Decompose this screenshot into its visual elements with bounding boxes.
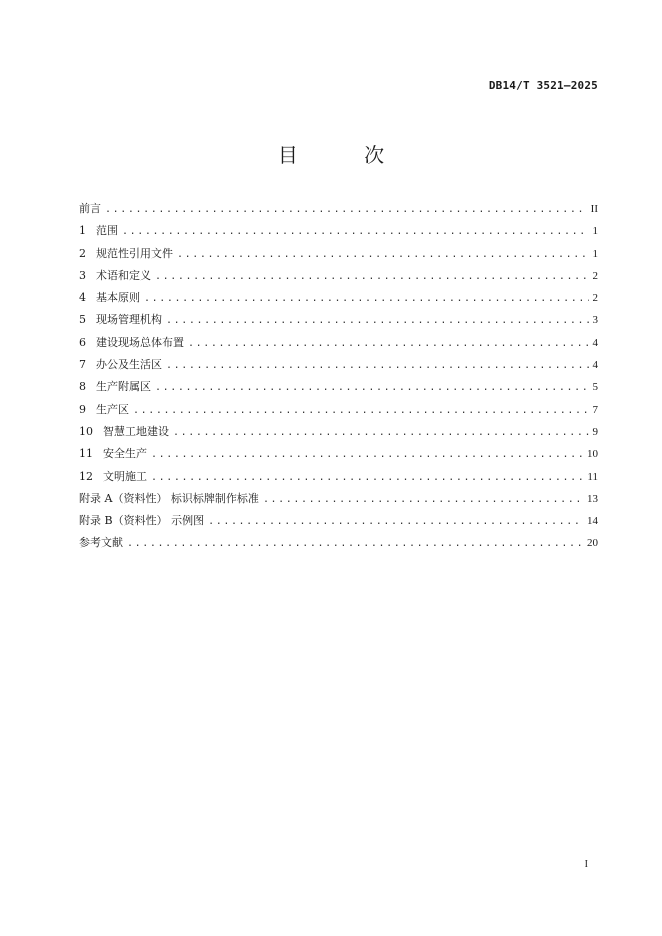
toc-dot-leader (144, 290, 589, 308)
toc-dot-leader (151, 446, 583, 464)
toc-entry[interactable] (79, 200, 598, 222)
toc-dot-leader (188, 335, 589, 353)
toc-dot-leader (173, 424, 589, 442)
toc-entry[interactable] (79, 490, 598, 512)
toc-entry-title: 建设现场总体布置 (96, 335, 184, 349)
toc-entry-page: 7 (592, 403, 598, 416)
toc-dot-leader (105, 201, 587, 219)
toc-entry-title: 参考文献 (79, 536, 123, 550)
toc-entry-page: 14 (587, 515, 598, 528)
toc-entry-number: 9 (79, 402, 86, 416)
toc-dot-leader (127, 535, 583, 553)
toc-entry-title: 附录 B（资料性） 示例图 (79, 514, 205, 528)
toc-entry-page: 1 (592, 225, 598, 238)
toc-entry-page: 13 (587, 492, 598, 505)
toc-entry-title: 生产附属区 (96, 380, 151, 394)
toc-entry-number: 8 (79, 380, 86, 394)
toc-entry[interactable] (79, 222, 598, 244)
toc-entry[interactable] (79, 534, 598, 556)
page-number: I (584, 859, 588, 870)
toc-entry-title: 办公及生活区 (96, 358, 162, 372)
toc-entry[interactable] (79, 423, 598, 445)
toc-entry-number: 6 (79, 335, 86, 349)
toc-entry[interactable] (79, 334, 598, 356)
toc-dot-leader (208, 513, 583, 531)
toc-entry-page: 2 (592, 269, 598, 282)
toc-entry-number: 1 (79, 224, 86, 238)
toc-dot-leader (122, 223, 589, 241)
toc-entry[interactable] (79, 468, 598, 490)
toc-entry-title: 基本原则 (96, 291, 140, 305)
toc-entry-number: 2 (79, 246, 86, 260)
toc-entry-title: 规范性引用文件 (96, 246, 173, 260)
toc-dot-leader (151, 469, 583, 487)
toc-entry-number: 5 (79, 313, 86, 327)
toc-dot-leader (155, 379, 589, 397)
toc-entry[interactable] (79, 289, 598, 311)
standard-code: DB14/T 3521—2025 (488, 79, 598, 92)
toc-entry[interactable] (79, 445, 598, 467)
toc-entry-title: 智慧工地建设 (103, 424, 169, 438)
toc-entry-number: 3 (79, 268, 86, 282)
toc-entry[interactable] (79, 311, 598, 333)
toc-entry-title: 安全生产 (103, 447, 147, 461)
toc-entry-page: 4 (592, 359, 598, 372)
toc-entry-page: 3 (592, 314, 598, 327)
toc-entry[interactable] (79, 378, 598, 400)
toc-entry[interactable] (79, 245, 598, 267)
toc-entry[interactable] (79, 356, 598, 378)
toc-entry-page: 4 (592, 336, 598, 349)
toc-entry-title: 范围 (96, 224, 118, 238)
toc-entry-page: 2 (592, 292, 598, 305)
toc-dot-leader (177, 246, 589, 264)
toc-entry-title: 前言 (79, 202, 101, 215)
toc-entry-title: 现场管理机构 (96, 313, 162, 327)
toc-entry-title: 生产区 (96, 402, 129, 416)
toc-entry-title: 术语和定义 (96, 268, 151, 282)
table-of-contents (79, 200, 598, 557)
toc-entry-page: 5 (592, 381, 598, 394)
toc-entry-page: 11 (587, 470, 598, 483)
toc-dot-leader (155, 268, 589, 286)
toc-entry-number: 12 (79, 469, 93, 483)
toc-dot-leader (133, 402, 589, 420)
toc-entry-number: 11 (79, 447, 93, 461)
toc-entry-page: 20 (587, 537, 598, 550)
page-title: 目 次 (277, 143, 415, 167)
toc-entry[interactable] (79, 401, 598, 423)
toc-dot-leader (263, 491, 583, 509)
toc-entry-number: 10 (79, 424, 93, 438)
toc-entry-title: 附录 A（资料性） 标识标牌制作标准 (79, 491, 259, 505)
toc-dot-leader (166, 312, 589, 330)
toc-entry-number: 7 (79, 358, 86, 372)
toc-entry-page: 9 (592, 425, 598, 438)
toc-entry[interactable] (79, 267, 598, 289)
toc-entry[interactable] (79, 512, 598, 534)
toc-entry-page: 1 (592, 247, 598, 260)
toc-entry-number: 4 (79, 291, 86, 305)
toc-dot-leader (166, 357, 589, 375)
toc-entry-page: II (590, 203, 598, 215)
toc-entry-page: 10 (587, 448, 598, 461)
toc-entry-title: 文明施工 (103, 469, 147, 483)
